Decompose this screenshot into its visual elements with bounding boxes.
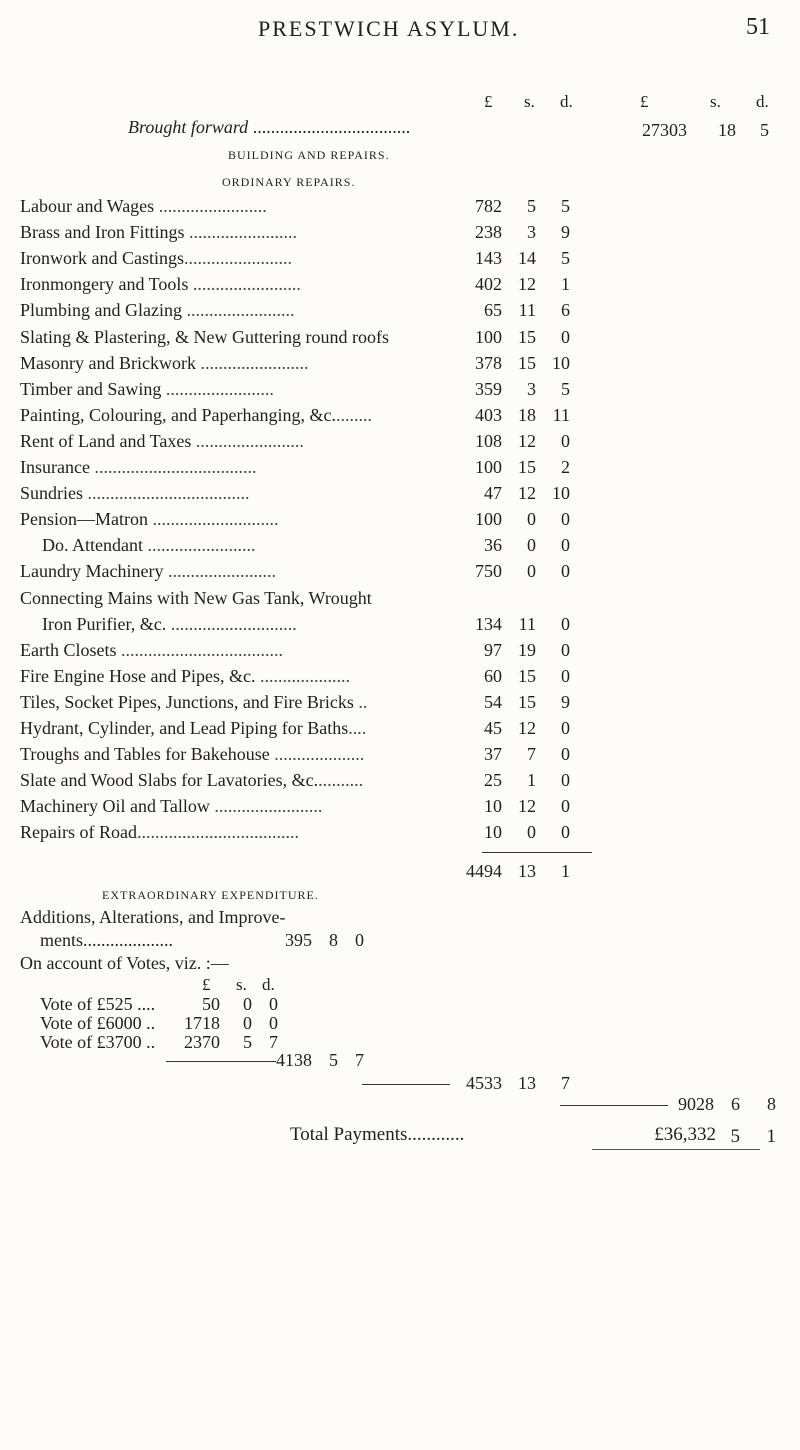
repair-item-row — [0, 718, 800, 744]
vote-shillings: 0 — [243, 994, 252, 1014]
amount-pounds: 37 — [484, 744, 502, 765]
additions-label-line2 — [40, 930, 173, 951]
amount-pence: 5 — [561, 378, 570, 399]
repair-item-text: Pension—Matron — [20, 509, 148, 530]
repair-item-dots: ........................ — [143, 535, 256, 556]
repair-item-row — [0, 483, 800, 509]
repair-item-row — [0, 405, 800, 431]
building-total-shillings: 6 — [731, 1094, 740, 1114]
amount-shillings: 12 — [518, 483, 536, 504]
repair-item-text: Labour and Wages — [20, 196, 155, 216]
extraordinary-total-shillings: 13 — [518, 1073, 536, 1093]
amount-pence: 0 — [561, 822, 570, 843]
repair-item-dots: .................................... — [83, 483, 250, 504]
repair-item-dots: .. — [353, 691, 368, 712]
amount-pence: 5 — [561, 196, 570, 216]
amount-shillings: 0 — [527, 822, 536, 843]
page-number: 51 — [746, 14, 770, 40]
repair-item-dots: ............................ — [166, 613, 297, 634]
votes-total-pence: 7 — [355, 1050, 364, 1070]
amount-pence: 1 — [561, 274, 570, 295]
amount-pounds: 782 — [475, 196, 502, 216]
amount-shillings: 12 — [518, 274, 536, 295]
repair-item-dots: .... — [348, 718, 367, 738]
amount-shillings: 12 — [518, 718, 536, 738]
amount-pence: 0 — [561, 796, 570, 817]
repair-item-label — [20, 796, 322, 817]
vote-label — [40, 994, 155, 1015]
total-payments-label: Total Payments — [290, 1124, 408, 1145]
repair-item-label — [20, 457, 256, 478]
amount-pounds: 47 — [484, 483, 502, 504]
vote-shillings: 5 — [243, 1032, 252, 1052]
amount-pounds: 238 — [475, 222, 502, 243]
additions-dots: .................... — [83, 930, 173, 950]
amount-shillings: 7 — [527, 744, 536, 765]
vote-label-dots: .... — [132, 994, 156, 1014]
repair-item-row — [0, 588, 800, 614]
repair-item-text: Hydrant, Cylinder, and Lead Piping for Baths — [20, 718, 349, 738]
total-payments-shillings: 5 — [730, 1126, 740, 1147]
vote-shillings: 0 — [243, 1013, 252, 1033]
repair-item-label — [20, 561, 276, 582]
votes-header-pounds: £ — [202, 975, 211, 994]
amount-pounds: 108 — [475, 430, 502, 451]
repair-item-label — [20, 483, 250, 504]
brought-forward-pounds: 27303 — [642, 120, 687, 140]
repair-item-row — [0, 300, 800, 326]
amount-shillings: 15 — [518, 691, 536, 712]
extraordinary-total-rule — [362, 1084, 450, 1085]
amount-pounds: 100 — [475, 326, 502, 347]
amount-pounds: 100 — [475, 457, 502, 477]
repair-item-row — [0, 535, 800, 561]
votes-intro: On account of Votes, viz. :— — [20, 953, 229, 973]
repair-item-label — [42, 614, 297, 635]
repair-item-dots: ........................ — [154, 196, 267, 216]
repair-item-text: Slating & Plastering, & New Guttering round roofs — [20, 326, 389, 347]
additions-label-text: ments — [40, 930, 83, 950]
section-title: BUILDING AND REPAIRS. — [228, 148, 390, 162]
amount-shillings: 14 — [518, 248, 536, 269]
repair-item-text: Troughs and Tables for Bakehouse — [20, 744, 270, 765]
repair-item-row — [0, 353, 800, 379]
currency-header-middle-shillings: s. — [524, 92, 535, 111]
repair-item-text: Painting, Colouring, and Paperhanging, &c. — [20, 404, 336, 425]
amount-shillings: 15 — [518, 352, 536, 373]
amount-shillings: 15 — [518, 326, 536, 347]
additions-pence: 0 — [355, 930, 364, 950]
vote-pence: 0 — [269, 1013, 278, 1033]
amount-shillings: 19 — [518, 639, 536, 660]
repair-item-text: Rent of Land and Taxes — [20, 430, 192, 451]
amount-pence: 6 — [561, 300, 570, 321]
amount-shillings: 12 — [518, 430, 536, 451]
repair-item-label — [20, 744, 364, 765]
repair-item-label — [20, 300, 294, 321]
vote-label — [40, 1032, 155, 1053]
amount-pence: 0 — [561, 770, 570, 791]
amount-pence: 0 — [561, 744, 570, 765]
building-total-pence: 8 — [767, 1094, 776, 1114]
amount-pence: 0 — [561, 613, 570, 634]
amount-pounds: 100 — [475, 509, 502, 530]
repair-item-label — [20, 274, 301, 295]
repair-item-label — [20, 222, 297, 243]
repair-item-text: Timber and Sawing — [20, 378, 162, 399]
repair-item-label — [20, 405, 372, 426]
currency-header-right-pence: d. — [756, 92, 769, 111]
repair-item-dots: .................... — [255, 665, 350, 686]
repair-item-label — [20, 770, 363, 791]
page-header-title: PRESTWICH ASYLUM. — [258, 16, 520, 41]
repair-item-row — [0, 274, 800, 300]
amount-shillings: 18 — [518, 404, 536, 425]
repair-item-row — [0, 770, 800, 796]
amount-pence: 9 — [561, 691, 570, 712]
repair-item-text: Do. Attendant — [42, 535, 143, 556]
amount-shillings: 15 — [518, 457, 536, 477]
amount-pence: 0 — [561, 718, 570, 738]
repair-item-text: Earth Closets — [20, 639, 117, 660]
repair-item-dots: .................................... — [116, 639, 283, 660]
total-payments-row — [290, 1124, 464, 1146]
brought-forward-row: Brought forward ................................... — [128, 117, 411, 137]
repair-item-text: Plumbing and Glazing — [20, 300, 182, 321]
amount-pounds: 10 — [484, 796, 502, 817]
votes-total-rule — [166, 1061, 256, 1062]
amount-shillings: 11 — [518, 300, 536, 321]
extraordinary-total-pounds: 4533 — [466, 1073, 502, 1093]
vote-pounds: 50 — [202, 994, 220, 1014]
vote-label-dots: .. — [141, 1032, 156, 1052]
repair-item-text: Tiles, Socket Pipes, Junctions, and Fire Bricks — [20, 691, 354, 712]
repair-item-label — [20, 718, 366, 739]
currency-header-middle-pence: d. — [560, 92, 573, 111]
repair-item-dots: ........................ — [163, 561, 276, 582]
amount-shillings: 15 — [518, 665, 536, 686]
repair-item-text: Brass and Iron Fittings — [20, 222, 185, 243]
amount-pence: 0 — [561, 430, 570, 451]
repair-item-label — [20, 692, 367, 713]
amount-shillings: 5 — [527, 196, 536, 216]
additions-label-line1: Additions, Alterations, and Improve- — [20, 907, 286, 927]
amount-shillings: 3 — [527, 378, 536, 399]
repair-item-dots: ........................ — [161, 378, 274, 399]
repair-item-dots: ........................ — [195, 352, 309, 373]
repair-item-dots: .................... — [269, 744, 365, 765]
repair-item-dots: ........................ — [181, 300, 295, 321]
brought-forward-pence: 5 — [760, 120, 769, 140]
building-total-pounds: 9028 — [678, 1094, 714, 1114]
repair-item-label — [42, 535, 256, 556]
repair-item-label — [20, 379, 274, 400]
repair-item-text: Masonry and Brickwork — [20, 352, 196, 373]
amount-pounds: 402 — [475, 274, 502, 295]
amount-pounds: 60 — [484, 665, 502, 686]
repair-item-label — [20, 196, 267, 217]
repair-item-dots: .................................... — [89, 457, 257, 477]
ordinary-total-shillings: 13 — [518, 861, 536, 881]
repair-item-dots: .................................... — [136, 822, 299, 843]
amount-pence: 0 — [561, 561, 570, 582]
amount-pence: 0 — [561, 509, 570, 530]
amount-pence: 11 — [552, 404, 570, 425]
repair-item-text: Fire Engine Hose and Pipes, &c. — [20, 665, 256, 686]
amount-pence: 0 — [561, 326, 570, 347]
total-payments-pence: 1 — [766, 1126, 776, 1147]
amount-pounds: 25 — [484, 770, 502, 791]
amount-pence: 2 — [561, 457, 570, 477]
amount-pounds: 359 — [475, 378, 502, 399]
amount-shillings: 0 — [527, 509, 536, 530]
repair-item-label — [20, 509, 279, 530]
amount-pounds: 143 — [475, 248, 502, 269]
amount-pounds: 54 — [484, 691, 502, 712]
currency-header-right-shillings: s. — [710, 92, 721, 111]
votes-header-shillings: s. — [236, 975, 247, 994]
currency-header-middle-pounds: £ — [484, 92, 493, 111]
repair-item-label — [20, 431, 304, 452]
votes-total-shillings: 5 — [329, 1050, 338, 1070]
repair-item-row — [0, 248, 800, 274]
vote-label-dots: .. — [141, 1013, 156, 1033]
repair-item-text: Connecting Mains with New Gas Tank, Wrought — [20, 587, 372, 608]
brought-forward-shillings: 18 — [718, 120, 736, 140]
repair-item-label — [20, 640, 283, 661]
repair-item-row — [0, 614, 800, 640]
repair-item-text: Insurance — [20, 457, 90, 477]
amount-pounds: 750 — [475, 561, 502, 582]
amount-pounds: 403 — [475, 404, 502, 425]
repair-item-row — [0, 666, 800, 692]
repair-item-row — [0, 222, 800, 248]
extraordinary-title: EXTRAORDINARY EXPENDITURE. — [102, 888, 319, 902]
repair-item-label — [20, 588, 372, 609]
repair-item-row — [0, 640, 800, 666]
repair-item-row — [0, 196, 800, 222]
amount-pounds: 134 — [475, 613, 502, 634]
repair-item-text: Machinery Oil and Tallow — [20, 796, 210, 817]
ordinary-total-rule — [482, 852, 592, 853]
total-payments-pounds: £36,332 — [654, 1124, 716, 1145]
amount-shillings: 0 — [527, 561, 536, 582]
vote-pence: 0 — [269, 994, 278, 1014]
additions-pounds: 395 — [285, 930, 312, 950]
repair-item-text: Laundry Machinery — [20, 561, 164, 582]
amount-pounds: 65 — [484, 300, 502, 321]
repair-item-text: Repairs of Road — [20, 822, 137, 843]
amount-shillings: 12 — [518, 796, 536, 817]
total-payments-dots: ............ — [407, 1124, 465, 1145]
repair-item-label — [20, 248, 292, 269]
amount-shillings: 0 — [527, 535, 536, 556]
repair-item-row — [0, 692, 800, 718]
amount-pence: 10 — [552, 483, 570, 504]
repair-item-row — [0, 457, 800, 483]
vote-label — [40, 1013, 155, 1034]
repair-item-dots: ........................ — [184, 222, 297, 243]
repair-item-row — [0, 561, 800, 587]
repair-item-dots: ........................ — [183, 248, 292, 269]
repair-item-dots: ........................ — [191, 430, 304, 451]
repair-item-label — [20, 822, 299, 843]
vote-label-text: Vote of £6000 — [40, 1013, 142, 1033]
amount-pence: 0 — [561, 639, 570, 660]
repair-item-dots: ........................ — [188, 274, 301, 295]
repair-item-row — [0, 509, 800, 535]
repair-item-dots: ........ — [335, 404, 372, 425]
votes-header-pence: d. — [262, 975, 275, 994]
repair-item-row — [0, 327, 800, 353]
votes-total-pounds: 4138 — [276, 1050, 312, 1070]
amount-shillings: 1 — [527, 770, 536, 791]
amount-shillings: 3 — [527, 222, 536, 243]
repair-item-text: Ironwork and Castings — [20, 248, 184, 269]
ordinary-total-pence: 1 — [561, 861, 570, 881]
repair-item-dots: ............................ — [148, 509, 279, 530]
amount-shillings: 11 — [518, 613, 536, 634]
repair-item-text: Iron Purifier, &c. — [42, 613, 167, 634]
amount-pounds: 97 — [484, 639, 502, 660]
ordinary-total-pounds: 4494 — [466, 861, 502, 881]
repair-item-label — [20, 353, 308, 374]
amount-pounds: 45 — [484, 718, 502, 738]
repair-item-dots: .......... — [318, 770, 364, 791]
amount-pounds: 36 — [484, 535, 502, 556]
repair-item-text: Sundries — [20, 483, 83, 504]
repair-item-row — [0, 822, 800, 848]
repair-item-text: Slate and Wood Slabs for Lavatories, &c. — [20, 770, 319, 791]
repair-item-row — [0, 379, 800, 405]
repair-item-row — [0, 796, 800, 822]
vote-label-text: Vote of £525 — [40, 994, 133, 1014]
amount-pence: 9 — [561, 222, 570, 243]
amount-pence: 0 — [561, 665, 570, 686]
repair-item-row — [0, 744, 800, 770]
repair-item-label — [20, 666, 350, 687]
repair-item-label — [20, 327, 389, 348]
amount-pence: 0 — [561, 535, 570, 556]
currency-header-right-pounds: £ — [640, 92, 649, 111]
subsection-title: ORDINARY REPAIRS. — [222, 175, 356, 189]
total-payments-underline — [592, 1149, 760, 1150]
repair-item-text: Ironmongery and Tools — [20, 274, 189, 295]
repair-item-row — [0, 431, 800, 457]
vote-pounds: 1718 — [184, 1013, 220, 1033]
amount-pence: 10 — [552, 352, 570, 373]
building-total-rule — [560, 1105, 668, 1106]
brought-forward-label: Brought forward — [128, 117, 249, 137]
amount-pounds: 378 — [475, 352, 502, 373]
repair-item-dots: ........................ — [209, 796, 323, 817]
vote-label-text: Vote of £3700 — [40, 1032, 142, 1052]
vote-pence: 7 — [269, 1032, 278, 1052]
extraordinary-total-pence: 7 — [561, 1073, 570, 1093]
amount-pounds: 10 — [484, 822, 502, 843]
additions-shillings: 8 — [329, 930, 338, 950]
vote-pounds: 2370 — [184, 1032, 220, 1052]
amount-pence: 5 — [561, 248, 570, 269]
